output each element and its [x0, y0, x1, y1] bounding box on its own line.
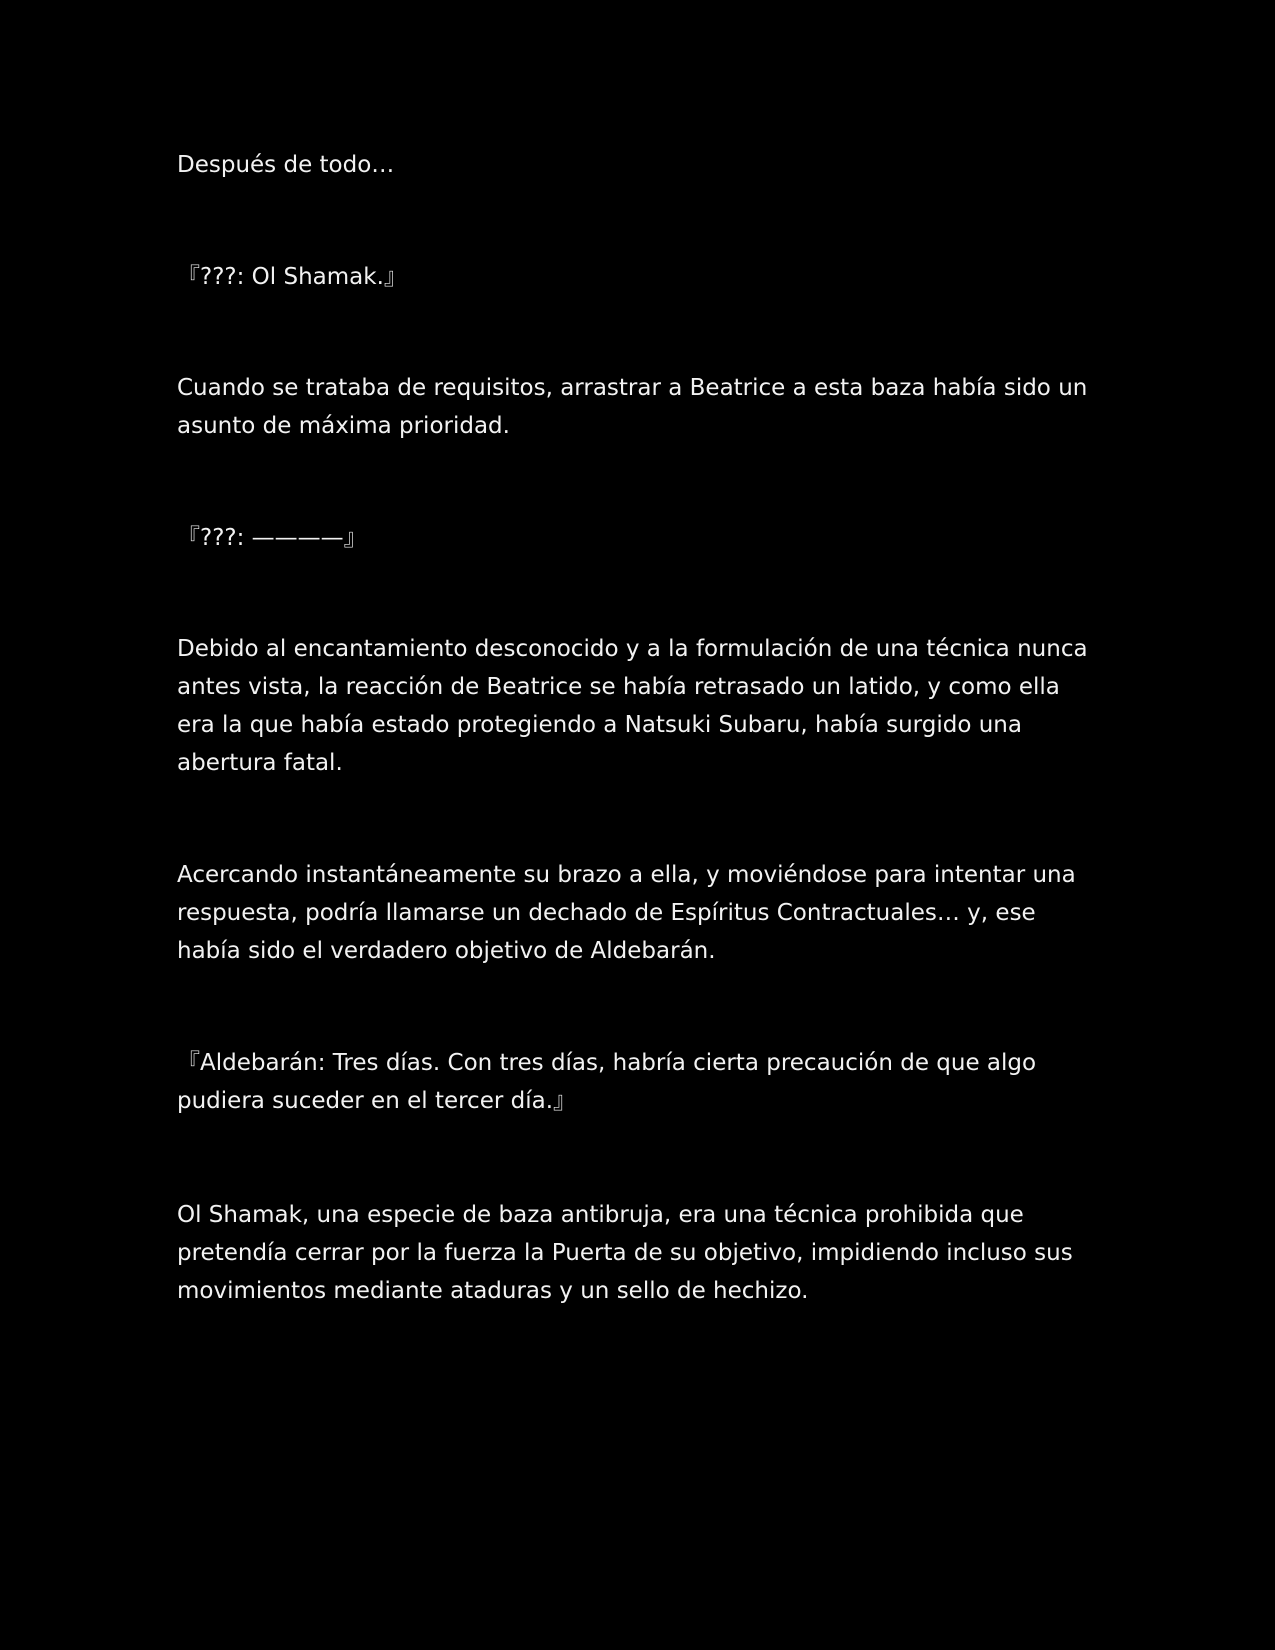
paragraph-narration-4: Acercando instantáneamente su brazo a ella, y moviéndose para intentar una respuesta, podría llamarse un dechado de Espíritus Contractuales… y, ese había sido el verdadero objetivo de Aldebarán. [177, 862, 1076, 964]
paragraph-narration-1: Después de todo… [177, 152, 395, 178]
paragraph-narration-2: Cuando se trataba de requisitos, arrastrar a Beatrice a esta baza había sido un asunto de máxima prioridad. [177, 375, 1088, 439]
paragraph-dialogue-3: 『Aldebarán: Tres días. Con tres días, habría cierta precaución de que algo pudiera suceder en el tercer día.』 [177, 1050, 1037, 1114]
paragraph-dialogue-2: 『???: ————』 [177, 525, 367, 551]
paragraph-narration-3: Debido al encantamiento desconocido y a la formulación de una técnica nunca antes vista, la reacción de Beatrice se había retrasado un latido, y como ella era la que había estado protegiendo a Natsuki Subaru, había surgido una abertura fatal. [177, 636, 1088, 776]
paragraph-dialogue-1: 『???: Ol Shamak.』 [177, 264, 407, 290]
paragraph-narration-5: Ol Shamak, una especie de baza antibruja, era una técnica prohibida que pretendía cerrar por la fuerza la Puerta de su objetivo, impidiendo incluso sus movimientos mediante ataduras y un sello de hechizo. [177, 1202, 1073, 1304]
